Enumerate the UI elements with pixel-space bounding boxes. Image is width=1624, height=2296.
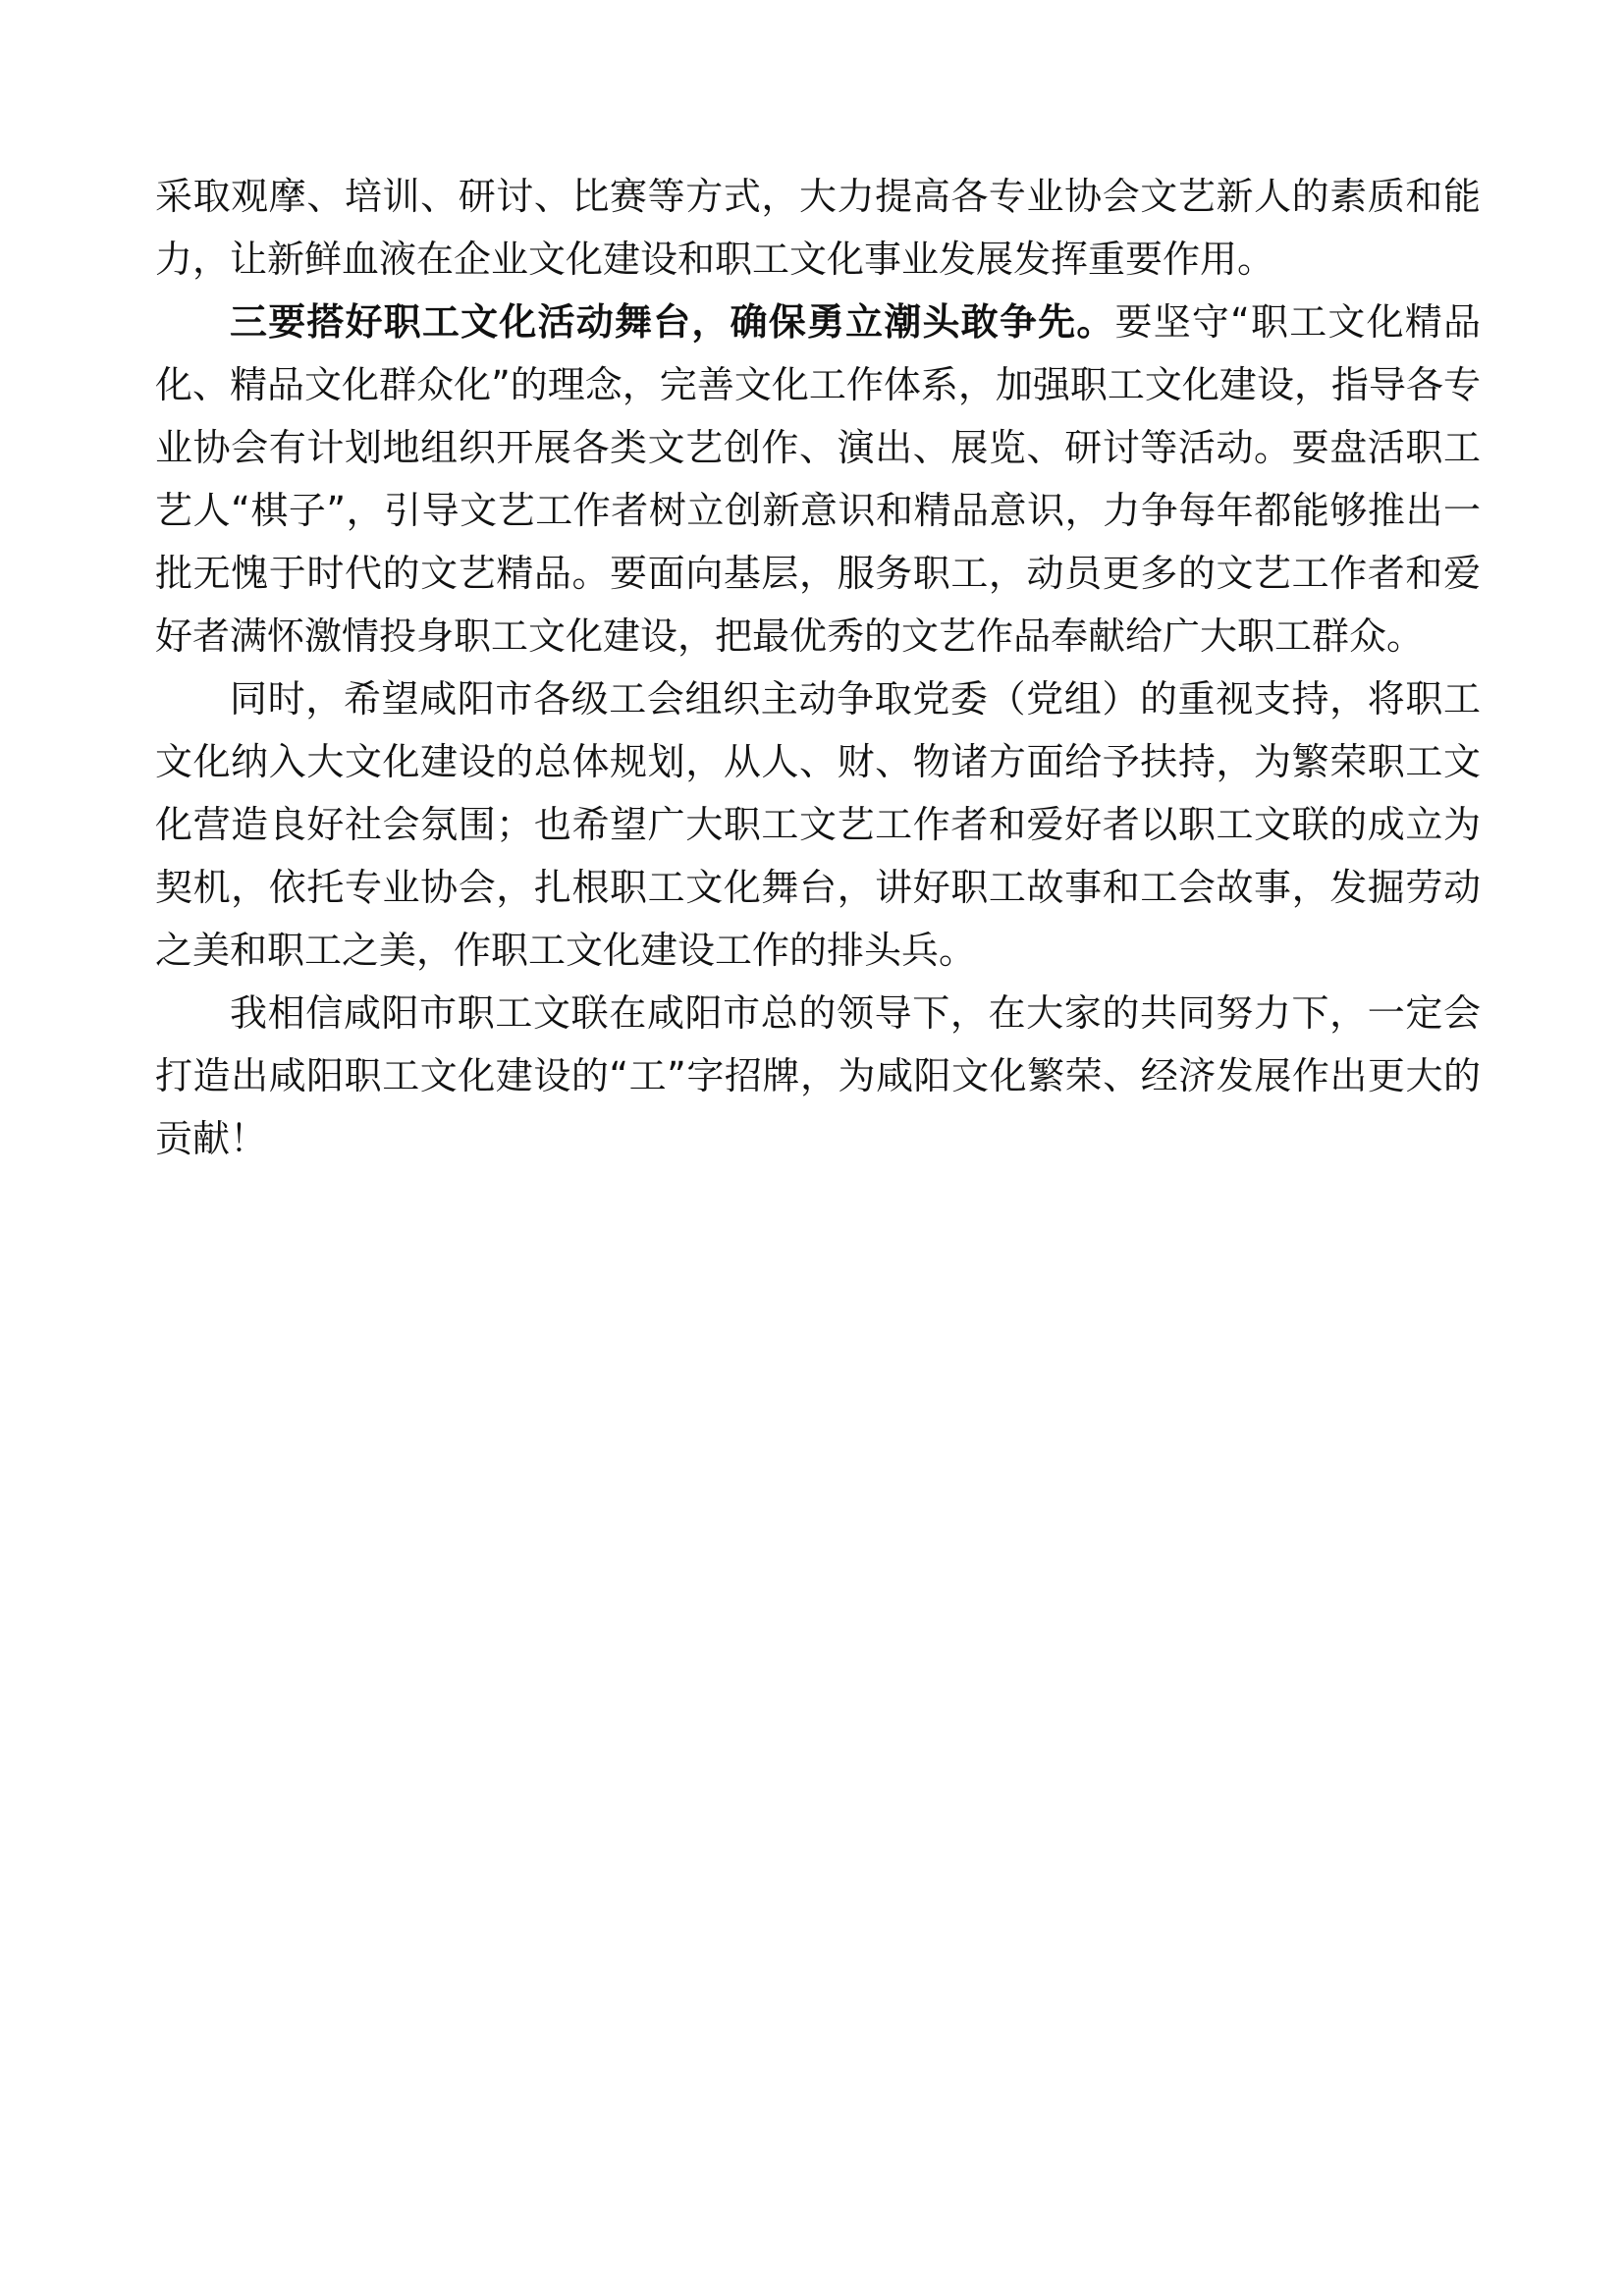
paragraph-1-text: 采取观摩、培训、研讨、比赛等方式，大力提高各专业协会文艺新人的素质和能力，让新鲜血液在企业文化建设和职工文化事业发展发挥重要作用。 (155, 175, 1481, 281)
paragraph-3 (155, 667, 1481, 982)
document-body (155, 165, 1481, 1170)
paragraph-4 (155, 982, 1481, 1170)
paragraph-2 (155, 291, 1481, 667)
paragraph-1 (155, 165, 1481, 291)
paragraph-4-text: 我相信咸阳市职工文联在咸阳市总的领导下，在大家的共同努力下，一定会打造出咸阳职工文化建设的“工”字招牌，为咸阳文化繁荣、经济发展作出更大的贡献！ (155, 991, 1481, 1160)
paragraph-3-text: 同时，希望咸阳市各级工会组织主动争取党委（党组）的重视支持，将职工文化纳入大文化建设的总体规划，从人、财、物诸方面给予扶持，为繁荣职工文化营造良好社会氛围；也希望广大职工文艺工作者和爱好者以职工文联的成立为契机，依托专业协会，扎根职工文化舞台，讲好职工故事和工会故事，发掘劳动之美和职工之美，作职工文化建设工作的排头兵。 (155, 677, 1481, 972)
paragraph-2-text: 要坚守“职工文化精品化、精品文化群众化”的理念，完善文化工作体系，加强职工文化建设，指导各专业协会有计划地组织开展各类文艺创作、演出、展览、研讨等活动。要盘活职工艺人“棋子”，引导文艺工作者树立创新意识和精品意识，力争每年都能够推出一批无愧于时代的文艺精品。要面向基层，服务职工，动员更多的文艺工作者和爱好者满怀激情投身职工文化建设，把最优秀的文艺作品奉献给广大职工群众。 (155, 300, 1481, 658)
paragraph-2-lead: 三要搭好职工文化活动舞台，确保勇立潮头敢争先。 (230, 300, 1115, 344)
